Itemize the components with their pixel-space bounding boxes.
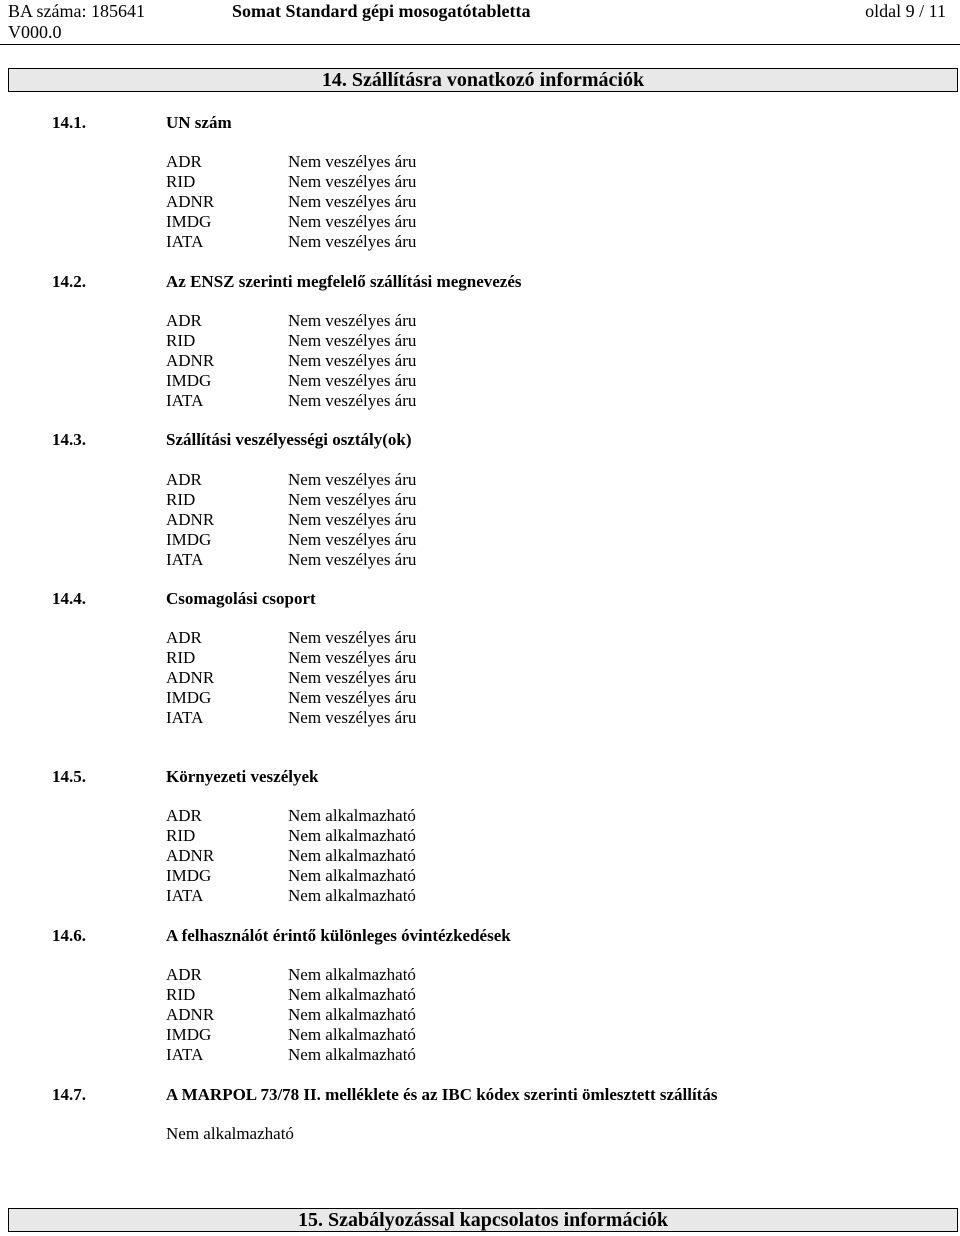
subsection-number: 14.6. (52, 926, 86, 945)
transport-mode-code: RID (166, 826, 196, 845)
section-15-title: 15. Szabályozással kapcsolatos információk (297, 1209, 669, 1231)
subsection-number: 14.2. (52, 272, 86, 291)
subsection-title: A MARPOL 73/78 II. melléklete és az IBC kódex szerinti ömlesztett szállítás (166, 1085, 718, 1104)
transport-mode-code: IATA (166, 886, 204, 905)
transport-mode-code: IATA (166, 708, 204, 727)
transport-value: Nem veszélyes áru (288, 311, 417, 330)
subsection-title: Csomagolási csoport (166, 589, 316, 608)
transport-mode-code: ADNR (166, 192, 215, 211)
transport-mode-code: IMDG (166, 688, 212, 707)
subsection-title: Az ENSZ szerinti megfelelő szállítási megnevezés (166, 272, 522, 291)
transport-value: Nem alkalmazható (288, 985, 416, 1004)
transport-value: Nem alkalmazható (288, 1005, 416, 1024)
transport-mode-code: ADR (166, 152, 202, 171)
transport-mode-code: ADNR (166, 351, 215, 370)
transport-value: Nem veszélyes áru (288, 172, 417, 191)
transport-mode-code: IATA (166, 391, 204, 410)
transport-value: Nem veszélyes áru (288, 351, 417, 370)
page-number: oldal 9 / 11 (865, 1, 946, 21)
header-divider (0, 44, 960, 45)
transport-mode-code: IMDG (166, 866, 212, 885)
transport-value: Nem alkalmazható (288, 866, 416, 885)
transport-mode-code: ADR (166, 470, 202, 489)
subsection-number: 14.4. (52, 589, 86, 608)
transport-value: Nem alkalmazható (288, 886, 416, 905)
transport-value: Nem veszélyes áru (288, 550, 417, 569)
transport-mode-code: ADNR (166, 1005, 215, 1024)
transport-value: Nem veszélyes áru (288, 212, 417, 231)
transport-value: Nem alkalmazható (288, 1045, 416, 1064)
transport-value: Nem veszélyes áru (288, 152, 417, 171)
subsection-number: 14.3. (52, 430, 86, 449)
subsection-number: 14.1. (52, 113, 86, 132)
transport-mode-code: ADNR (166, 668, 215, 687)
transport-value: Nem veszélyes áru (288, 192, 417, 211)
transport-mode-code: ADR (166, 965, 202, 984)
transport-value: Nem veszélyes áru (288, 232, 417, 251)
transport-mode-code: RID (166, 331, 196, 350)
transport-value: Nem alkalmazható (288, 826, 416, 845)
version-number: V000.0 (8, 22, 62, 42)
transport-mode-code: RID (166, 985, 196, 1004)
ba-number: BA száma: 185641 (8, 1, 145, 21)
transport-value: Nem alkalmazható (288, 846, 416, 865)
subsection-title: Környezeti veszélyek (166, 767, 319, 786)
transport-mode-code: IMDG (166, 371, 212, 390)
transport-value: Nem alkalmazható (288, 1025, 416, 1044)
product-title: Somat Standard gépi mosogatótabletta (232, 1, 531, 21)
transport-mode-code: IATA (166, 232, 204, 251)
page-header (0, 0, 960, 46)
transport-value: Nem veszélyes áru (288, 628, 417, 647)
transport-mode-code: IMDG (166, 1025, 212, 1044)
transport-mode-code: RID (166, 490, 196, 509)
transport-value: Nem veszélyes áru (288, 530, 417, 549)
transport-mode-code: ADR (166, 311, 202, 330)
transport-value: Nem veszélyes áru (288, 510, 417, 529)
transport-mode-code: IATA (166, 1045, 204, 1064)
subsection-text: Nem alkalmazható (166, 1124, 294, 1143)
transport-value: Nem veszélyes áru (288, 708, 417, 727)
subsection-number: 14.5. (52, 767, 86, 786)
transport-value: Nem veszélyes áru (288, 371, 417, 390)
transport-value: Nem alkalmazható (288, 806, 416, 825)
section-14-title: 14. Szállításra vonatkozó információk (321, 69, 645, 91)
subsection-title: UN szám (166, 113, 232, 132)
transport-mode-code: RID (166, 172, 196, 191)
transport-value: Nem veszélyes áru (288, 688, 417, 707)
section-15-heading (8, 1208, 958, 1232)
transport-value: Nem veszélyes áru (288, 470, 417, 489)
transport-mode-code: IMDG (166, 530, 212, 549)
transport-value: Nem veszélyes áru (288, 391, 417, 410)
subsection-title: Szállítási veszélyességi osztály(ok) (166, 430, 412, 449)
transport-mode-code: ADR (166, 628, 202, 647)
section-14-heading (8, 68, 958, 92)
transport-mode-code: RID (166, 648, 196, 667)
transport-mode-code: ADNR (166, 510, 215, 529)
transport-value: Nem veszélyes áru (288, 331, 417, 350)
transport-value: Nem veszélyes áru (288, 668, 417, 687)
subsection-title: A felhasználót érintő különleges óvintézkedések (166, 926, 511, 945)
transport-value: Nem alkalmazható (288, 965, 416, 984)
transport-mode-code: IMDG (166, 212, 212, 231)
transport-mode-code: IATA (166, 550, 204, 569)
transport-value: Nem veszélyes áru (288, 648, 417, 667)
subsection-number: 14.7. (52, 1085, 86, 1104)
transport-value: Nem veszélyes áru (288, 490, 417, 509)
transport-mode-code: ADNR (166, 846, 215, 865)
transport-mode-code: ADR (166, 806, 202, 825)
